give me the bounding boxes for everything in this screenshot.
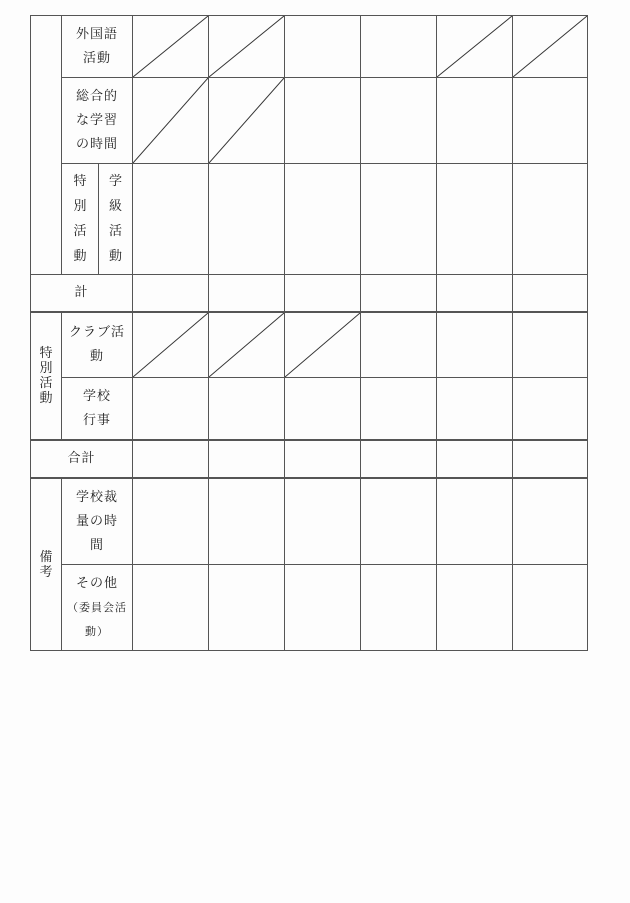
integrated-study-cell-1 bbox=[132, 77, 209, 164]
diagonal-slash bbox=[209, 78, 284, 163]
row-label-class-activities bbox=[98, 163, 133, 275]
group-label-remarks bbox=[30, 477, 62, 651]
club-cell-1 bbox=[132, 311, 209, 378]
diagonal-slash bbox=[133, 16, 208, 77]
diagonal-slash bbox=[133, 78, 208, 163]
subtotal-cell-1 bbox=[132, 274, 209, 312]
club-cell-6 bbox=[512, 311, 588, 378]
integrated-study-label-3: の時間 bbox=[75, 136, 118, 152]
class-activities-cell-2 bbox=[208, 163, 285, 275]
school-events-cell-2 bbox=[208, 377, 285, 440]
club-label-1: クラブ活 bbox=[68, 325, 125, 340]
row-label-subtotal bbox=[30, 274, 133, 312]
other-cell-2 bbox=[208, 564, 285, 651]
club-cell-4 bbox=[360, 311, 437, 378]
school-events-cell-3 bbox=[284, 377, 361, 440]
discretionary-cell-2 bbox=[208, 477, 285, 565]
discretionary-cell-3 bbox=[284, 477, 361, 565]
class-activities-cell-4 bbox=[360, 163, 437, 275]
school-events-cell-1 bbox=[132, 377, 209, 440]
diagonal-slash bbox=[513, 16, 587, 77]
discretionary-label-3: 間 bbox=[89, 537, 104, 553]
foreign-language-cell-2 bbox=[208, 15, 285, 78]
foreign-language-cell-4 bbox=[360, 15, 437, 78]
other-label-1: その他 bbox=[75, 575, 118, 591]
integrated-study-cell-5 bbox=[436, 77, 513, 164]
row-label-school-events bbox=[61, 377, 133, 440]
row-label-integrated-study bbox=[61, 77, 133, 164]
other-cell-6 bbox=[512, 564, 588, 651]
total-label: 合計 bbox=[67, 451, 96, 466]
class-activities-cell-6 bbox=[512, 163, 588, 275]
total-cell-6 bbox=[512, 439, 588, 478]
club-cell-5 bbox=[436, 311, 513, 378]
other-cell-3 bbox=[284, 564, 361, 651]
row-label-other bbox=[61, 564, 133, 651]
subtotal-cell-2 bbox=[208, 274, 285, 312]
integrated-study-label-2: な学習 bbox=[75, 112, 118, 128]
integrated-study-cell-3 bbox=[284, 77, 361, 164]
school-events-cell-6 bbox=[512, 377, 588, 440]
school-events-cell-5 bbox=[436, 377, 513, 440]
club-cell-2 bbox=[208, 311, 285, 378]
total-cell-2 bbox=[208, 439, 285, 478]
special-activities-outer-label: 特別活動 bbox=[73, 174, 88, 264]
other-cell-4 bbox=[360, 564, 437, 651]
remarks-group-label: 備考 bbox=[39, 549, 54, 580]
total-cell-3 bbox=[284, 439, 361, 478]
school-events-label-1: 学校 bbox=[82, 388, 111, 404]
discretionary-label-1: 学校裁 bbox=[75, 489, 118, 505]
diagonal-slash bbox=[209, 313, 284, 377]
discretionary-cell-1 bbox=[132, 477, 209, 565]
subtotal-cell-6 bbox=[512, 274, 588, 312]
subtotal-cell-3 bbox=[284, 274, 361, 312]
row-label-total bbox=[30, 439, 133, 478]
diagonal-slash bbox=[285, 313, 360, 377]
integrated-study-label-1: 総合的 bbox=[75, 88, 118, 104]
other-cell-5 bbox=[436, 564, 513, 651]
group-blank-left bbox=[30, 15, 62, 275]
special-activities-group-label: 特別活動 bbox=[39, 346, 54, 406]
other-cell-1 bbox=[132, 564, 209, 651]
other-label-2: （委員会活 bbox=[67, 600, 127, 614]
integrated-study-cell-2 bbox=[208, 77, 285, 164]
row-label-club bbox=[61, 311, 133, 378]
class-activities-cell-5 bbox=[436, 163, 513, 275]
foreign-language-cell-1 bbox=[132, 15, 209, 78]
subtotal-label: 計 bbox=[74, 285, 89, 300]
total-cell-4 bbox=[360, 439, 437, 478]
foreign-language-cell-3 bbox=[284, 15, 361, 78]
discretionary-cell-5 bbox=[436, 477, 513, 565]
other-label-3: 動） bbox=[85, 624, 109, 638]
subtotal-cell-4 bbox=[360, 274, 437, 312]
total-cell-5 bbox=[436, 439, 513, 478]
class-activities-cell-1 bbox=[132, 163, 209, 275]
discretionary-cell-4 bbox=[360, 477, 437, 565]
subtotal-cell-5 bbox=[436, 274, 513, 312]
discretionary-cell-6 bbox=[512, 477, 588, 565]
total-cell-1 bbox=[132, 439, 209, 478]
class-activities-label: 学級活動 bbox=[109, 174, 124, 264]
foreign-language-cell-6 bbox=[512, 15, 588, 78]
diagonal-slash bbox=[133, 313, 208, 377]
row-label-special-activities-outer bbox=[61, 163, 99, 275]
row-label-foreign-language bbox=[61, 15, 133, 78]
diagonal-slash bbox=[209, 16, 284, 77]
integrated-study-cell-4 bbox=[360, 77, 437, 164]
row-label-discretionary bbox=[61, 477, 133, 565]
foreign-language-cell-5 bbox=[436, 15, 513, 78]
group-label-special-activities bbox=[30, 311, 62, 440]
discretionary-label-2: 量の時 bbox=[75, 513, 118, 529]
diagonal-slash bbox=[437, 16, 512, 77]
club-label-2: 動 bbox=[89, 349, 104, 364]
school-events-cell-4 bbox=[360, 377, 437, 440]
class-activities-cell-3 bbox=[284, 163, 361, 275]
school-events-label-2: 行事 bbox=[82, 412, 111, 428]
integrated-study-cell-6 bbox=[512, 77, 588, 164]
foreign-language-label-2: 活動 bbox=[82, 50, 111, 66]
foreign-language-label-1: 外国語 bbox=[75, 26, 118, 42]
club-cell-3 bbox=[284, 311, 361, 378]
